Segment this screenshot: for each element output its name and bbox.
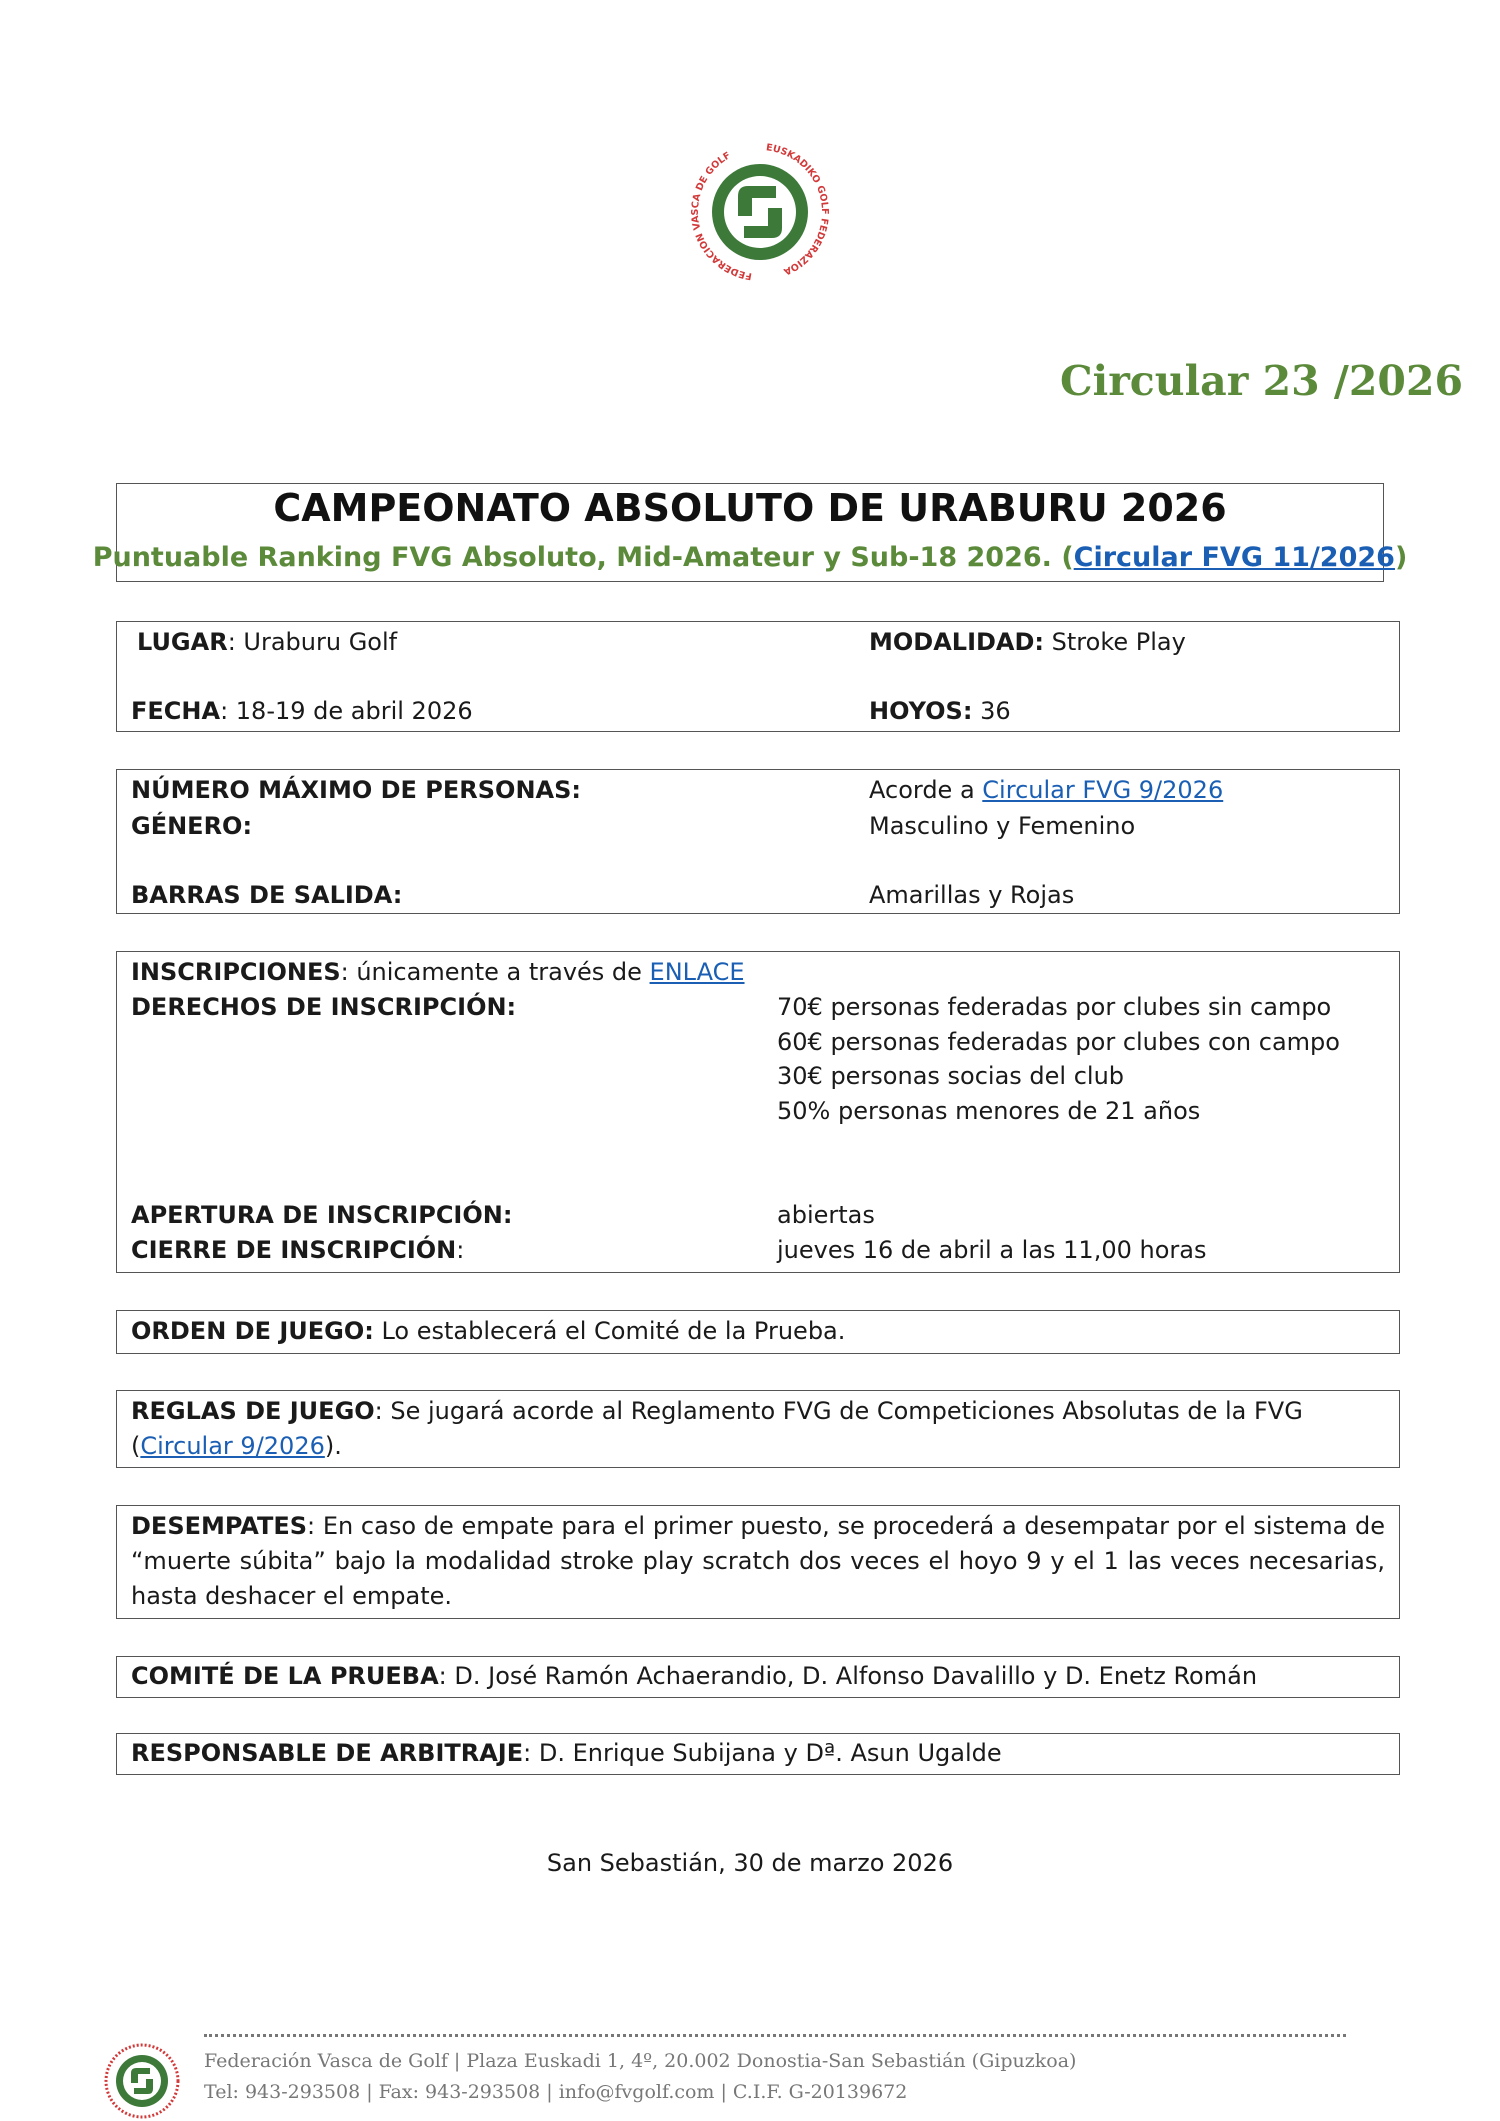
desempates-label: DESEMPATES	[131, 1512, 308, 1540]
footer-logo	[102, 2041, 182, 2121]
max-personas-value	[869, 773, 1223, 807]
reglas-label: REGLAS DE JUEGO	[131, 1397, 375, 1425]
modalidad-label: MODALIDAD:	[869, 628, 1045, 656]
footer-divider	[204, 2034, 1346, 2037]
comite-row	[131, 1659, 1257, 1693]
circular-9-link[interactable]: Circular 9/2026	[140, 1432, 325, 1460]
logo-ring-text-left: FEDERACION VASCA DE GOLF	[690, 150, 753, 282]
orden-text: Lo establecerá el Comité de la Prueba.	[373, 1317, 846, 1345]
hoyos-value: 36	[972, 697, 1011, 725]
barras-label: BARRAS DE SALIDA:	[131, 881, 403, 909]
comite-text: : D. José Ramón Achaerandio, D. Alfonso Davalillo y D. Enetz Román	[438, 1662, 1258, 1690]
modalidad-value: Stroke Play	[1044, 628, 1186, 656]
apertura-value: abiertas	[777, 1201, 875, 1229]
fvg-logo	[680, 136, 840, 286]
fee-item: 70€ personas federadas por clubes sin campo	[777, 993, 1332, 1021]
reglas-text: : Se jugará acorde al Reglamento FVG de Competiciones Absolutas de la FVG	[374, 1397, 1303, 1425]
inscripciones-row	[131, 955, 745, 989]
hoyos-label: HOYOS:	[869, 697, 973, 725]
max-personas-label: NÚMERO MÁXIMO DE PERSONAS:	[131, 776, 581, 804]
modalidad-row	[869, 625, 1186, 659]
circular-fvg-9-link[interactable]: Circular FVG 9/2026	[982, 776, 1224, 804]
hoyos-row	[869, 694, 1011, 728]
reglas-row	[131, 1394, 1303, 1428]
document-subtitle	[0, 542, 1500, 573]
footer-address: Federación Vasca de Golf | Plaza Euskadi 1, 4º, 20.002 Donostia-San Sebastián (Gipuzkoa)	[204, 2050, 1077, 2072]
derechos-label: DERECHOS DE INSCRIPCIÓN:	[131, 993, 517, 1021]
fecha-row	[131, 694, 473, 728]
reglas-open: (	[131, 1432, 141, 1460]
lugar-row	[137, 625, 397, 659]
genero-value: Masculino y Femenino	[869, 812, 1136, 840]
footer-contact: Tel: 943-293508 | Fax: 943-293508 | info@fvgolf.com | C.I.F. G-20139672	[204, 2081, 908, 2103]
cierre-colon: :	[456, 1236, 465, 1264]
genero-label: GÉNERO:	[131, 812, 253, 840]
desempates-text: : En caso de empate para el primer puesto, se procederá a desempatar por el sistema de “muerte súbita” bajo la modalidad stroke play scratch dos veces el hoyo 9 y el 1 las veces necesarias, hasta deshacer el empate.	[131, 1512, 1385, 1610]
fecha-label: FECHA	[131, 697, 221, 725]
cierre-value: jueves 16 de abril a las 11,00 horas	[777, 1236, 1207, 1264]
orden-row	[131, 1314, 845, 1348]
orden-label: ORDEN DE JUEGO:	[131, 1317, 374, 1345]
lugar-label: LUGAR	[137, 628, 228, 656]
apertura-label: APERTURA DE INSCRIPCIÓN:	[131, 1201, 513, 1229]
document-title: CAMPEONATO ABSOLUTO DE URABURU 2026	[273, 486, 1227, 530]
logo-ring-text-right: EUSKADIKO GOLF FEDERAZIOA	[765, 142, 831, 277]
arbitraje-text: : D. Enrique Subijana y Dª. Asun Ugalde	[523, 1739, 1002, 1767]
fee-item: 30€ personas socias del club	[777, 1062, 1125, 1090]
arbitraje-label: RESPONSABLE DE ARBITRAJE	[131, 1739, 524, 1767]
fecha-value: : 18-19 de abril 2026	[220, 697, 473, 725]
max-personas-text: Acorde a	[869, 776, 983, 804]
circular-number: Circular 23 /2026	[1060, 357, 1464, 405]
cierre-label: CIERRE DE INSCRIPCIÓN	[131, 1236, 457, 1264]
reglas-close: ).	[324, 1432, 342, 1460]
fee-item: 50% personas menores de 21 años	[777, 1097, 1201, 1125]
barras-value: Amarillas y Rojas	[869, 881, 1075, 909]
subtitle-close: )	[1394, 542, 1408, 573]
inscripciones-text: : únicamente a través de	[340, 958, 650, 986]
inscripciones-label: INSCRIPCIONES	[131, 958, 341, 986]
arbitraje-row	[131, 1736, 1002, 1770]
circular-fvg-11-link[interactable]: Circular FVG 11/2026	[1073, 542, 1395, 573]
signature-place-date: San Sebastián, 30 de marzo 2026	[546, 1849, 954, 1877]
lugar-value: : Uraburu Golf	[227, 628, 398, 656]
subtitle-text: Puntuable Ranking FVG Absoluto, Mid-Amateur y Sub-18 2026. (	[92, 542, 1074, 573]
comite-label: COMITÉ DE LA PRUEBA	[131, 1662, 439, 1690]
desempates-paragraph	[131, 1509, 1385, 1614]
cierre-row	[131, 1233, 464, 1267]
fee-item: 60€ personas federadas por clubes con campo	[777, 1028, 1340, 1056]
enlace-link[interactable]: ENLACE	[649, 958, 745, 986]
reglas-row-2	[131, 1429, 342, 1463]
